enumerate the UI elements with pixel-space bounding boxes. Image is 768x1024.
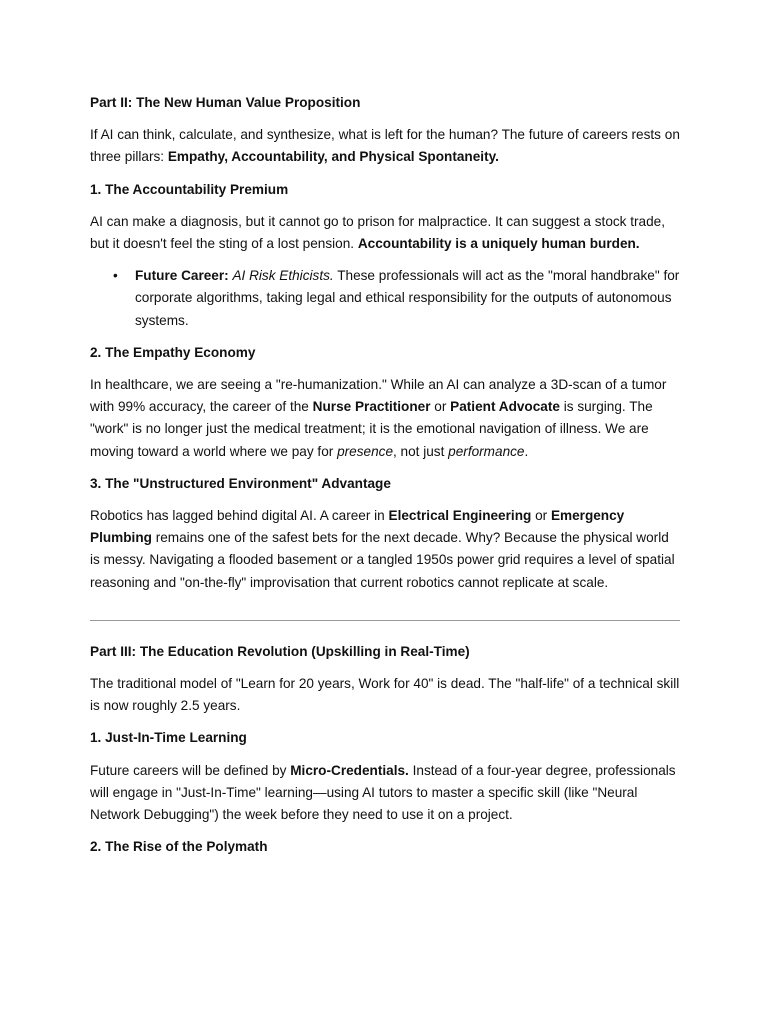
jit-bold-micro: Micro-Credentials.: [290, 762, 409, 778]
empathy-text-2: or: [430, 399, 451, 415]
list-item-future-career: [90, 265, 680, 332]
intro-bold-pillars: Empathy, Accountability, and Physical Spontaneity.: [167, 149, 499, 165]
empathy-italic-presence: presence: [337, 443, 393, 459]
empathy-text-1: In healthcare, we are seeing a "re-humanization." While an AI can analyze a 3D-scan of a tumor with 99% accuracy, the career of the: [90, 377, 667, 415]
part-ii-intro: [90, 124, 680, 168]
empathy-text-3: is surging. The "work" is no longer just the medical treatment; it is the emotional navigation of illness. We are moving toward a world where we pay for: [90, 399, 653, 459]
section-divider: [90, 620, 680, 621]
bullet-text: These professionals will act as the "moral handbrake" for corporate algorithms, taking legal and ethical responsibility for the outputs of autonomous systems.: [135, 268, 680, 328]
section-empathy-heading: 2. The Empathy Economy: [90, 344, 256, 360]
bullet-label: Future Career:: [135, 268, 229, 284]
part-iii-intro: The traditional model of "Learn for 20 years, Work for 40" is dead. The "half-life" of a technical skill is now roughly 2.5 years.: [90, 676, 680, 714]
document-page: [90, 92, 680, 858]
part-ii-heading: Part II: The New Human Value Proposition: [90, 95, 361, 110]
empathy-italic-performance: performance: [448, 443, 525, 459]
section-accountability-heading: 1. The Accountability Premium: [90, 181, 289, 197]
unstructured-text-1: Robotics has lagged behind digital AI. A career in: [90, 508, 389, 524]
intro-text: If AI can think, calculate, and synthesize, what is left for the human? The future of careers rests on three pillars:: [90, 127, 680, 165]
section-empathy-paragraph: [90, 374, 680, 463]
part-iii-heading: Part III: The Education Revolution (Upskilling in Real-Time): [90, 643, 470, 659]
empathy-text-5: .: [524, 443, 529, 459]
accountability-bold: Accountability is a uniquely human burden.: [357, 236, 640, 252]
jit-text-2: Instead of a four-year degree, professionals will engage in "Just-In-Time" learning—using AI tutors to master a specific skill (like "Neural Network Debugging") the week before they need to use it on a project.: [90, 762, 676, 823]
section-jit-paragraph: [90, 760, 680, 827]
bullet-italic: AI Risk Ethicists.: [232, 268, 334, 284]
jit-text-1: Future careers will be defined by: [90, 762, 291, 778]
bullet-icon: •: [113, 268, 118, 284]
accountability-text: AI can make a diagnosis, but it cannot go to prison for malpractice. It can suggest a stock trade, but it doesn't feel the sting of a lost pension.: [90, 213, 666, 252]
section-jit-heading: 1. Just-In-Time Learning: [90, 730, 247, 746]
unstructured-bold-electrical: Electrical Engineering: [388, 508, 532, 524]
empathy-bold-advocate: Patient Advocate: [450, 399, 560, 415]
section-polymath-heading: 2. The Rise of the Polymath: [90, 839, 268, 855]
section-unstructured-paragraph: [90, 505, 680, 594]
section-unstructured-heading: 3. The "Unstructured Environment" Advantage: [90, 475, 391, 491]
section-accountability-paragraph: [90, 211, 680, 255]
unstructured-text-3: remains one of the safest bets for the next decade. Why? Because the physical world is messy. Navigating a flooded basement or a tangled 1950s power grid requires a level of spatial reasoning and "on-the-fly" improvisation that current robotics cannot replicate at scale.: [90, 530, 675, 590]
empathy-text-4: , not just: [393, 443, 449, 459]
unstructured-bold-plumbing: Emergency Plumbing: [90, 508, 625, 546]
empathy-bold-nurse: Nurse Practitioner: [312, 399, 431, 415]
unstructured-text-2: or: [531, 508, 551, 524]
